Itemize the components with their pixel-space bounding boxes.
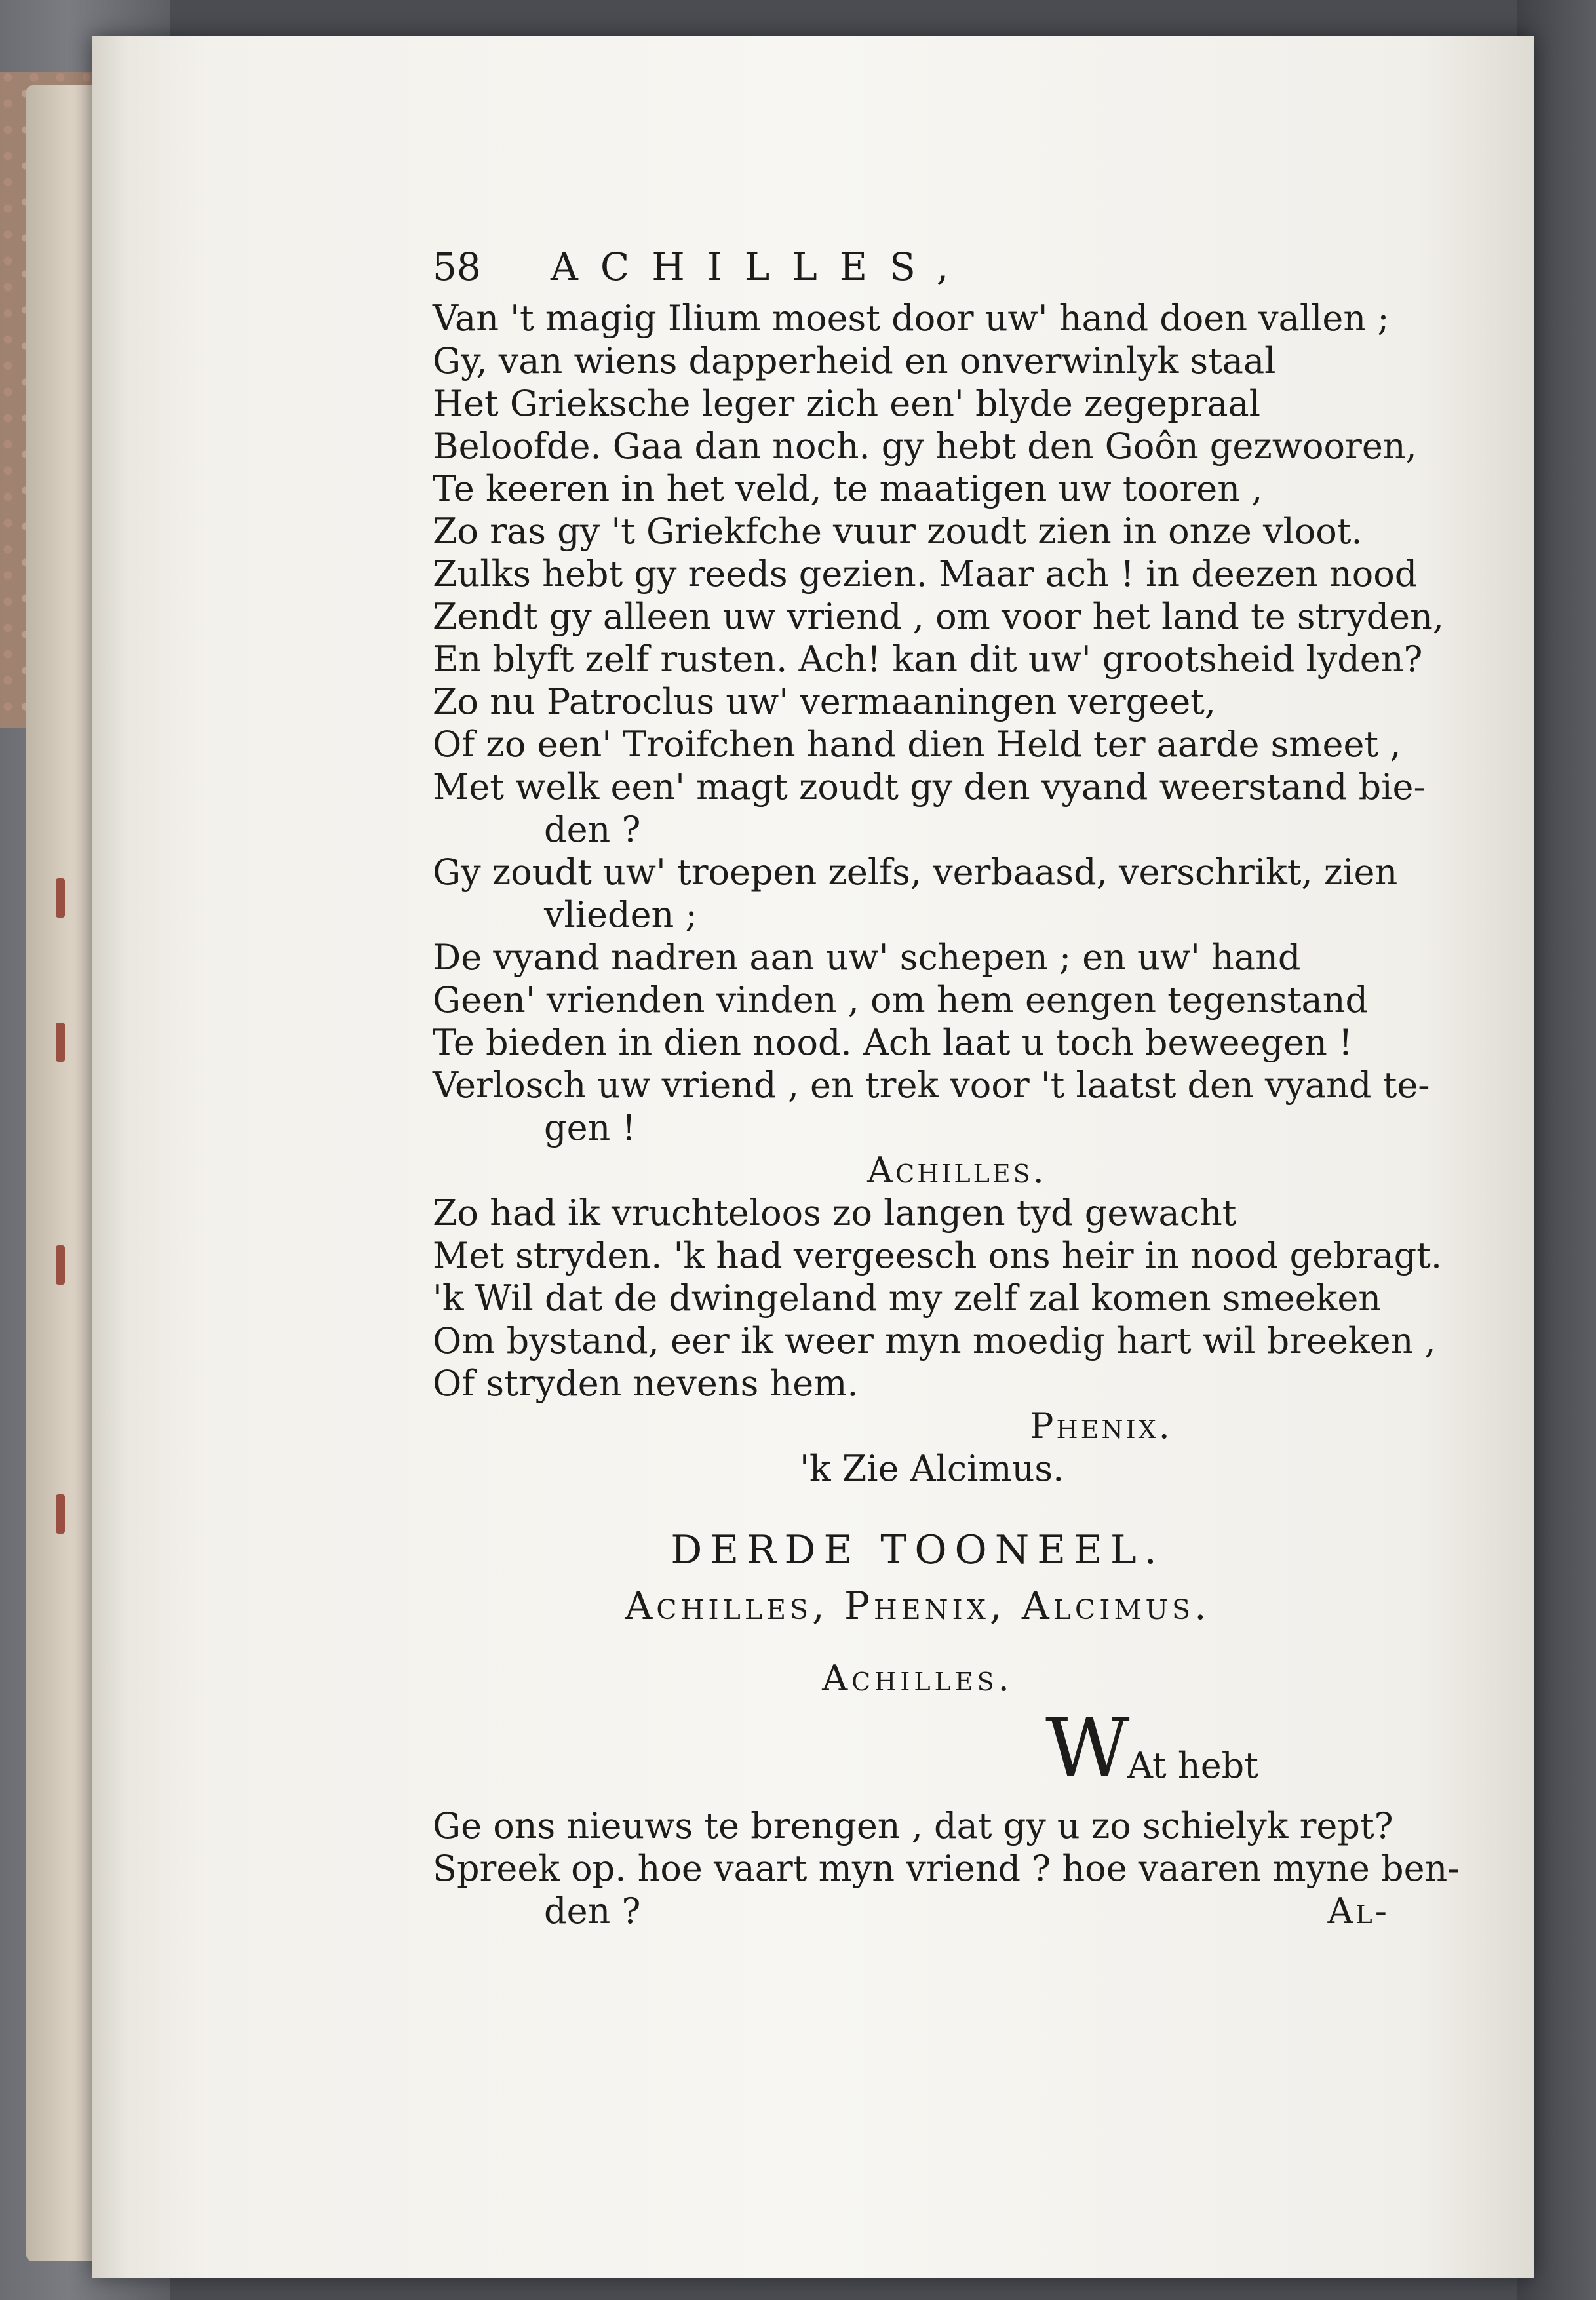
verse-line: Gy zoudt uw' troepen zelfs, verbaasd, verschrikt, zien <box>433 851 1398 893</box>
verse-line: Zo had ik vruchteloos zo langen tyd gewacht <box>433 1192 1237 1234</box>
page-edge <box>92 36 131 2278</box>
speaker-name: Phenix. <box>1030 1405 1173 1447</box>
verse-line: Te keeren in het veld, te maatigen uw tooren , <box>433 468 1263 509</box>
dropcap-line <box>433 1701 1403 1804</box>
verse-line: Spreek op. hoe vaart myn vriend ? hoe vaaren myne ben- <box>433 1848 1460 1889</box>
scene-cast: Achilles, Phenix, Alcimus. <box>625 1584 1211 1628</box>
verse-block-1 <box>433 297 1445 1149</box>
spine-mark <box>56 1023 65 1062</box>
verse-line: Van 't magig Ilium moest door uw' hand doen vallen ; <box>433 298 1390 339</box>
verse-line: Zendt gy alleen uw vriend , om voor het land te stryden, <box>433 596 1445 637</box>
running-title: ACHILLES, <box>551 244 971 289</box>
verse-line: Om bystand, eer ik weer myn moedig hart wil breeken , <box>433 1320 1436 1361</box>
catchword: Al- <box>1327 1890 1390 1932</box>
verse-line: Gy, van wiens dapperheid en onverwinlyk staal <box>433 340 1276 381</box>
verse-line: Het Grieksche leger zich een' blyde zegepraal <box>433 383 1261 424</box>
page-number: 58 <box>433 244 481 289</box>
verse-line: Met stryden. 'k had vergeesch ons heir in nood gebragt. <box>433 1235 1443 1276</box>
verse-line: 'k Wil dat de dwingeland my zelf zal komen smeeken <box>433 1277 1382 1319</box>
verse-line: 'k Zie Alcimus. <box>800 1448 1064 1489</box>
verse-line: Beloofde. Gaa dan noch. gy hebt den Goôn gezwooren, <box>433 425 1417 467</box>
verse-line: En blyft zelf rusten. Ach! kan dit uw' grootsheid lyden? <box>433 638 1423 680</box>
verse-line: Met welk een' magt zoudt gy den vyand weerstand bie- <box>433 766 1426 808</box>
dropcap-rest: At hebt <box>1127 1745 1258 1786</box>
verse-line-continuation: den ? <box>544 1890 641 1932</box>
verse-line-continuation: gen ! <box>544 1107 636 1148</box>
verse-line: Verlosch uw vriend , en trek voor 't laatst den vyand te- <box>433 1064 1430 1106</box>
verse-line: Of zo een' Troifchen hand dien Held ter aarde smeet , <box>433 724 1401 765</box>
verse-line-continuation: vlieden ; <box>544 894 697 935</box>
speaker-name: Achilles. <box>822 1658 1013 1699</box>
verse-line: De vyand nadren aan uw' schepen ; en uw' hand <box>433 937 1301 978</box>
last-line-row <box>433 1890 1403 1932</box>
page-header <box>433 246 1403 297</box>
page-text <box>433 244 1460 1932</box>
verse-line: Ge ons nieuws te brengen , dat gy u zo schielyk rept? <box>433 1805 1393 1846</box>
spine-mark <box>56 878 65 918</box>
verse-line-continuation: den ? <box>544 809 641 850</box>
verse-line: Zulks hebt gy reeds gezien. Maar ach ! in deezen nood <box>433 553 1418 594</box>
verse-line: Zo ras gy 't Griekfche vuur zoudt zien in onze vloot. <box>433 511 1363 552</box>
dropcap-letter: W <box>1045 1701 1130 1796</box>
verse-line: Of stryden nevens hem. <box>433 1363 859 1404</box>
verse-line: Geen' vrienden vinden , om hem eengen tegenstand <box>433 979 1369 1021</box>
verse-line: Te bieden in dien nood. Ach laat u toch beweegen ! <box>433 1022 1353 1063</box>
spine-mark <box>56 1245 65 1285</box>
spine-mark <box>56 1494 65 1534</box>
verse-line: Zo nu Patroclus uw' vermaaningen vergeet, <box>433 681 1216 722</box>
scene-title: DERDE TOONEEL. <box>671 1527 1165 1573</box>
verse-block-2 <box>433 1192 1443 1405</box>
speaker-name: Achilles. <box>867 1150 1047 1191</box>
